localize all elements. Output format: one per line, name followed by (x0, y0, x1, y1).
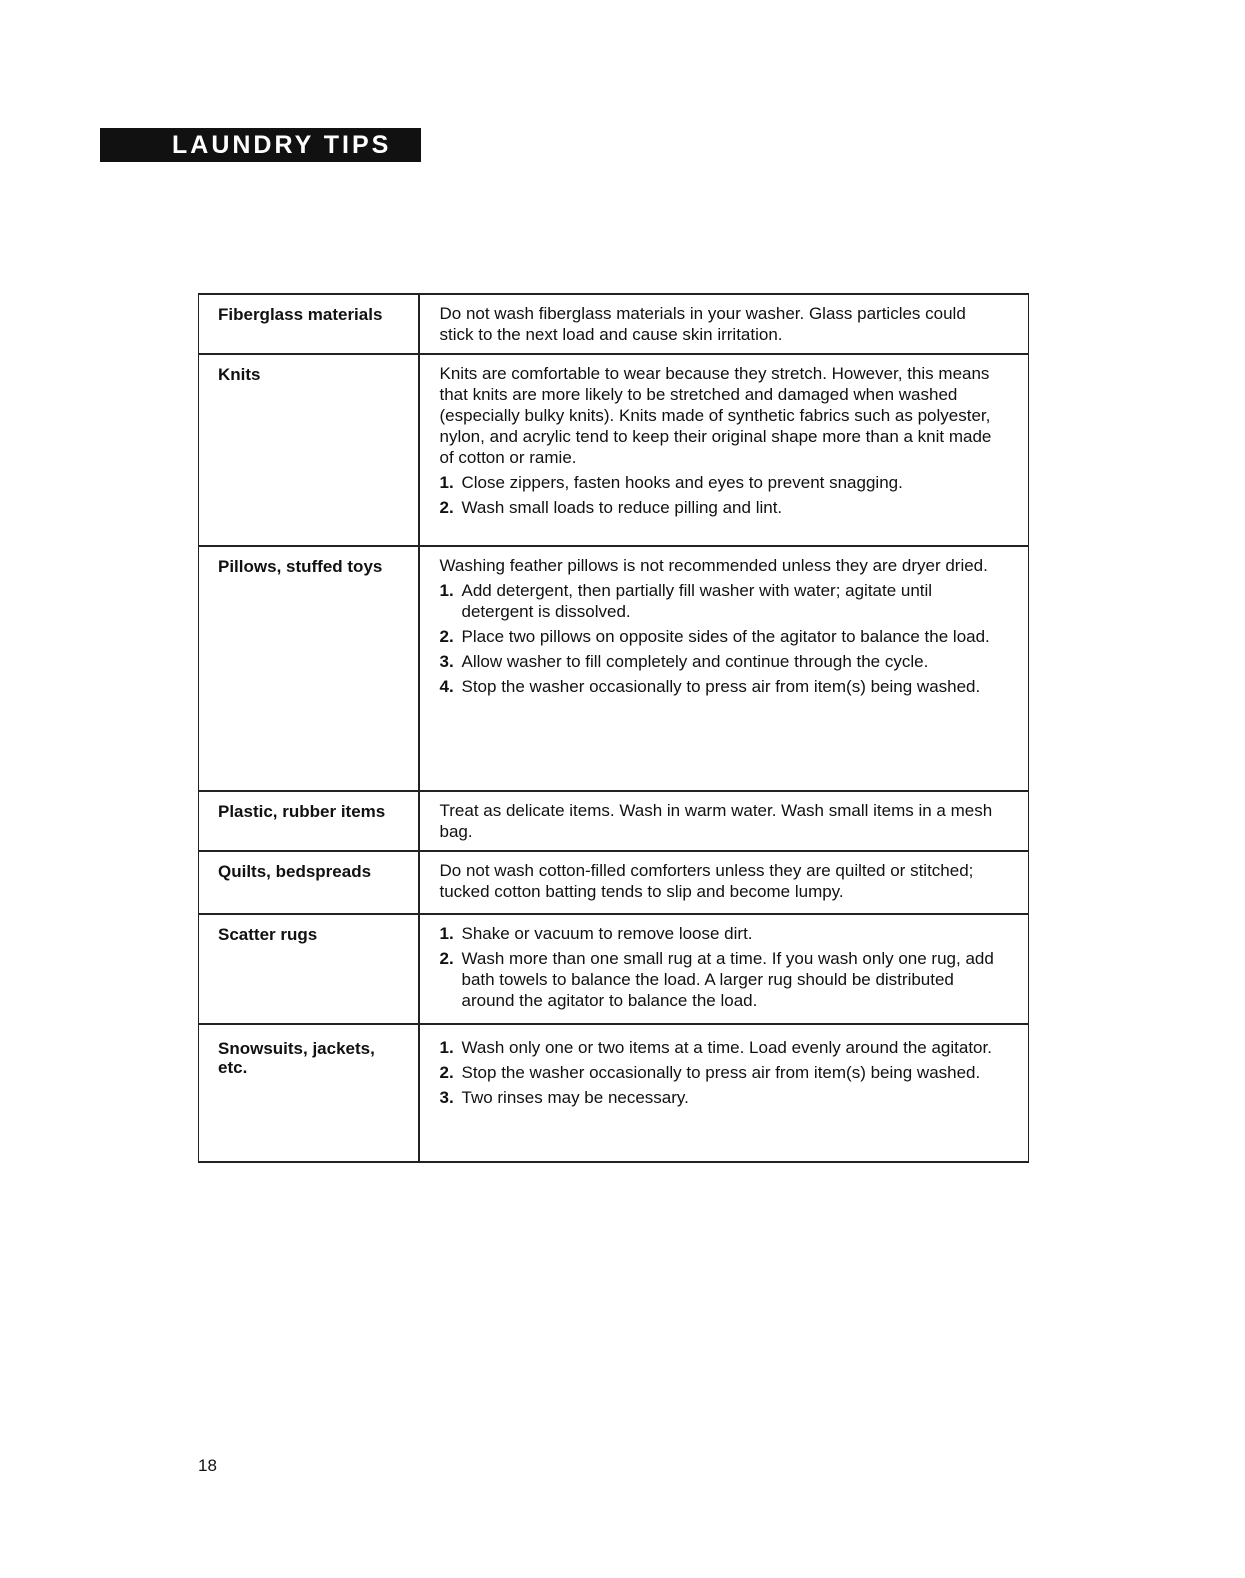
item-name: Snowsuits, jackets, etc. (199, 1024, 419, 1162)
item-description (419, 354, 1029, 546)
steps-list (440, 472, 999, 518)
list-item (440, 472, 999, 493)
table-row (199, 851, 1029, 914)
description-text: Treat as delicate items. Wash in warm water. Wash small items in a mesh bag. (439, 801, 993, 841)
item-description (419, 791, 1029, 851)
list-item (440, 1062, 999, 1083)
list-item (440, 1037, 999, 1058)
step-text: Stop the washer occasionally to press air from item(s) being washed. (461, 1063, 981, 1082)
list-item (440, 1087, 999, 1108)
step-text: Wash only one or two items at a time. Load evenly around the agitator. (461, 1038, 992, 1057)
step-number: 2. (439, 1063, 454, 1082)
step-number: 3. (439, 652, 454, 671)
step-number: 2. (439, 498, 454, 517)
list-item (440, 923, 999, 944)
item-name: Pillows, stuffed toys (199, 546, 419, 791)
step-number: 4. (439, 677, 454, 696)
table-row (199, 914, 1029, 1024)
step-number: 3. (439, 1088, 454, 1107)
section-title-banner (100, 128, 421, 162)
description-text: Do not wash fiberglass materials in your washer. Glass particles could stick to the next load and cause skin irritation. (439, 304, 966, 344)
step-number: 1. (439, 1038, 454, 1057)
list-item (440, 497, 999, 518)
item-description (419, 914, 1029, 1024)
step-text: Add detergent, then partially fill washer with water; agitate until detergent is dissolved. (461, 581, 933, 621)
step-text: Shake or vacuum to remove loose dirt. (461, 924, 753, 943)
step-text: Place two pillows on opposite sides of the agitator to balance the load. (461, 627, 990, 646)
steps-list (440, 580, 999, 697)
step-number: 2. (439, 949, 454, 968)
item-name: Knits (199, 354, 419, 546)
step-number: 1. (439, 473, 454, 492)
step-number: 1. (439, 924, 454, 943)
table-row (199, 546, 1029, 791)
page-number: 18 (198, 1456, 217, 1475)
item-description (419, 1024, 1029, 1162)
table-row (199, 354, 1029, 546)
list-item (440, 948, 999, 1011)
description-text: Knits are comfortable to wear because they stretch. However, this means that knits are more likely to be stretched and damaged when washed (especially bulky knits). Knits made of synthetic fabrics such as polyester, nylon, and acrylic tend to keep their original shape more than a knit made of cotton or ramie. (439, 364, 992, 467)
step-text: Stop the washer occasionally to press air from item(s) being washed. (461, 677, 981, 696)
step-text: Allow washer to fill completely and continue through the cycle. (461, 652, 929, 671)
table-row (199, 1024, 1029, 1162)
item-description (419, 294, 1029, 354)
item-description (419, 546, 1029, 791)
table-row (199, 791, 1029, 851)
step-text: Two rinses may be necessary. (461, 1088, 689, 1107)
item-name: Scatter rugs (199, 914, 419, 1024)
table-row (199, 294, 1029, 354)
step-text: Wash more than one small rug at a time. If you wash only one rug, add bath towels to balance the load. A larger rug should be distributed around the agitator to balance the load. (461, 949, 994, 1010)
section-title: LAUNDRY TIPS (172, 131, 392, 159)
item-name: Plastic, rubber items (199, 791, 419, 851)
list-item (440, 580, 999, 622)
item-description (419, 851, 1029, 914)
item-name: Quilts, bedspreads (199, 851, 419, 914)
step-number: 1. (439, 581, 454, 600)
list-item (440, 626, 999, 647)
description-text: Do not wash cotton-filled comforters unless they are quilted or stitched; tucked cotton batting tends to slip and become lumpy. (439, 861, 974, 901)
step-text: Close zippers, fasten hooks and eyes to prevent snagging. (461, 473, 903, 492)
item-name: Fiberglass materials (199, 294, 419, 354)
steps-list (440, 1037, 999, 1108)
step-text: Wash small loads to reduce pilling and lint. (461, 498, 783, 517)
laundry-tips-table (198, 293, 1029, 1163)
list-item (440, 676, 999, 697)
steps-list (440, 923, 999, 1011)
step-number: 2. (439, 627, 454, 646)
description-text: Washing feather pillows is not recommended unless they are dryer dried. (439, 556, 988, 575)
list-item (440, 651, 999, 672)
